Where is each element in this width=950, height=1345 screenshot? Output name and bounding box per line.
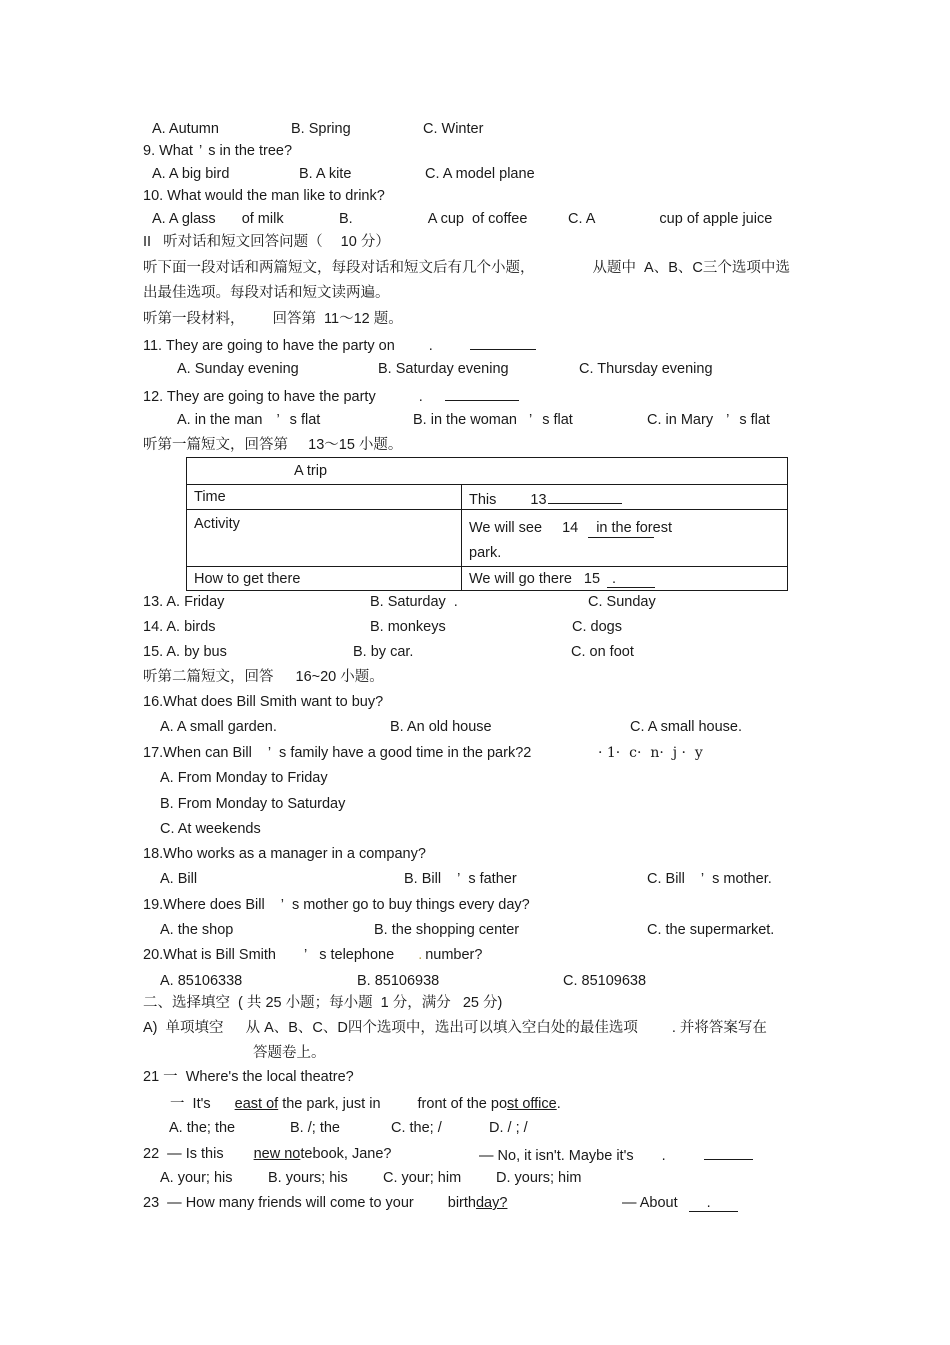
q10-option-a: A. A glass of milk <box>152 211 284 227</box>
q19-option-c: C. the supermarket. <box>647 922 775 938</box>
part3-heading: 听第二篇短文，回答 16~20 小题。 <box>143 669 384 685</box>
q21-stem: 21 一 Where's the local theatre? <box>143 1069 354 1085</box>
q13-option-a: 13. A. Friday <box>143 594 225 610</box>
q9-option-a: A. A big bird <box>152 166 230 182</box>
q22-option-a: A. your; his <box>160 1170 233 1186</box>
section2-instructions-1: 听下面一段对话和两篇短文，每段对话和短文后有几个小题， 从题中 A、B、C三个选项中选 <box>143 260 790 276</box>
q9-option-b: B. A kite <box>299 166 352 182</box>
q11-blank <box>470 335 536 350</box>
q10-option-c: C. A cup of apple juice <box>568 211 773 227</box>
q21-option-d: D. / ; / <box>489 1120 528 1136</box>
trip-transport-label: How to get there <box>187 567 462 591</box>
q21-option-a: A. the; the <box>169 1120 236 1136</box>
q13-option-b: B. Saturday . <box>370 594 458 610</box>
q12-stem: 12. They are going to have the party . <box>143 386 519 406</box>
q8-option-c: C. Winter <box>423 121 484 137</box>
q17-option-b: B. From Monday to Saturday <box>160 796 346 812</box>
q20-option-a: A. 85106338 <box>160 973 243 989</box>
trip-table <box>186 457 788 591</box>
q20-option-b: B. 85106938 <box>357 973 440 989</box>
q22-response: — No, it isn't. Maybe it's . <box>479 1145 753 1165</box>
q9-stem: 9. What ’ s in the tree? <box>143 143 293 159</box>
q13-option-c: C. Sunday <box>588 594 656 610</box>
q12-option-c: C. in Mary ’ s flat <box>647 412 770 428</box>
part-two-title: 二、选择填空 ( 共 25 小题；每小题 1 分，满分 25 分) <box>143 995 503 1011</box>
trip-transport-value: We will go there 15 . <box>462 567 788 591</box>
q22-option-c: C. your; him <box>383 1170 462 1186</box>
q17-watermark-noise: · 1· c· n· j · y <box>598 745 703 761</box>
q19-option-b: B. the shopping center <box>374 922 520 938</box>
q14-option-b: B. monkeys <box>370 619 446 635</box>
section2-instructions-2: 出最佳选项。每段对话和短文读两遍。 <box>143 285 390 301</box>
q18-option-c: C. Bill ’ s mother. <box>647 871 772 887</box>
q23-response: — About . <box>622 1194 738 1212</box>
q12-option-a: A. in the man ’ s flat <box>177 412 321 428</box>
q22-stem: 22 — Is this new notebook, Jane? <box>143 1146 392 1162</box>
q23-stem: 23 — How many friends will come to your birthday? <box>143 1195 508 1211</box>
q15-option-c: C. on foot <box>571 644 634 660</box>
q16-option-b: B. An old house <box>390 719 492 735</box>
q19-option-a: A. the shop <box>160 922 234 938</box>
q10-option-b: B. A cup of coffee <box>339 211 528 227</box>
part2-heading: 听第一篇短文，回答第 13～15 小题。 <box>143 437 403 453</box>
part1-heading: 听第一段材料， 回答第 11～12 题。 <box>143 311 403 327</box>
q12-option-b: B. in the woman ’ s flat <box>413 412 573 428</box>
q21-option-c: C. the; / <box>391 1120 442 1136</box>
q22-option-b: B. yours; his <box>268 1170 348 1186</box>
q9-option-c: C. A model plane <box>425 166 535 182</box>
q12-blank <box>445 386 519 401</box>
blank-13 <box>548 489 622 504</box>
q18-stem: 18.Who works as a manager in a company? <box>143 846 426 862</box>
q22-blank <box>704 1145 753 1160</box>
q17-stem: 17.When can Bill ’ s family have a good time in the park?2 <box>143 745 532 761</box>
part-two-a-instructions-2: 答题卷上。 <box>253 1045 326 1061</box>
q10-stem: 10. What would the man like to drink? <box>143 188 385 204</box>
q14-option-c: C. dogs <box>572 619 622 635</box>
q11-option-a: A. Sunday evening <box>177 361 299 377</box>
q21-option-b: B. /; the <box>290 1120 340 1136</box>
q11-option-c: C. Thursday evening <box>579 361 713 377</box>
trip-activity-value: We will see 14 in the forest park. <box>462 510 788 567</box>
q14-option-a: 14. A. birds <box>143 619 216 635</box>
q17-option-c: C. At weekends <box>160 821 261 837</box>
q11-option-b: B. Saturday evening <box>378 361 509 377</box>
q22-option-d: D. yours; him <box>496 1170 582 1186</box>
q20-stem: 20.What is Bill Smith ’ s telephone . number? <box>143 947 483 963</box>
q11-stem: 11. They are going to have the party on . <box>143 335 536 355</box>
trip-time-label: Time <box>187 485 462 510</box>
q17-option-a: A. From Monday to Friday <box>160 770 328 786</box>
trip-time-value: This 13 <box>462 485 788 510</box>
q18-option-a: A. Bill <box>160 871 198 887</box>
q16-stem: 16.What does Bill Smith want to buy? <box>143 694 384 710</box>
section2-title: II 听对话和短文回答问题（ 10 分） <box>143 234 390 250</box>
q16-option-c: C. A small house. <box>630 719 743 735</box>
q8-option-b: B. Spring <box>291 121 351 137</box>
q20-option-c: C. 85109638 <box>563 973 647 989</box>
q15-option-b: B. by car. <box>353 644 414 660</box>
q18-option-b: B. Bill ’ s father <box>404 871 517 887</box>
q8-option-a: A. Autumn <box>152 121 219 137</box>
part-two-a-instructions: A) 单项填空 从 A、B、C、D四个选项中，选出可以填入空白处的最佳选项 . 并将答案写在 <box>143 1020 767 1036</box>
q15-option-a: 15. A. by bus <box>143 644 227 660</box>
trip-table-title: A trip <box>187 458 788 485</box>
q19-stem: 19.Where does Bill ’ s mother go to buy things every day? <box>143 897 530 913</box>
trip-activity-label: Activity <box>187 510 462 567</box>
q21-answer: 一 It's east of the park, just in front of the post office. <box>170 1096 561 1112</box>
q16-option-a: A. A small garden. <box>160 719 277 735</box>
